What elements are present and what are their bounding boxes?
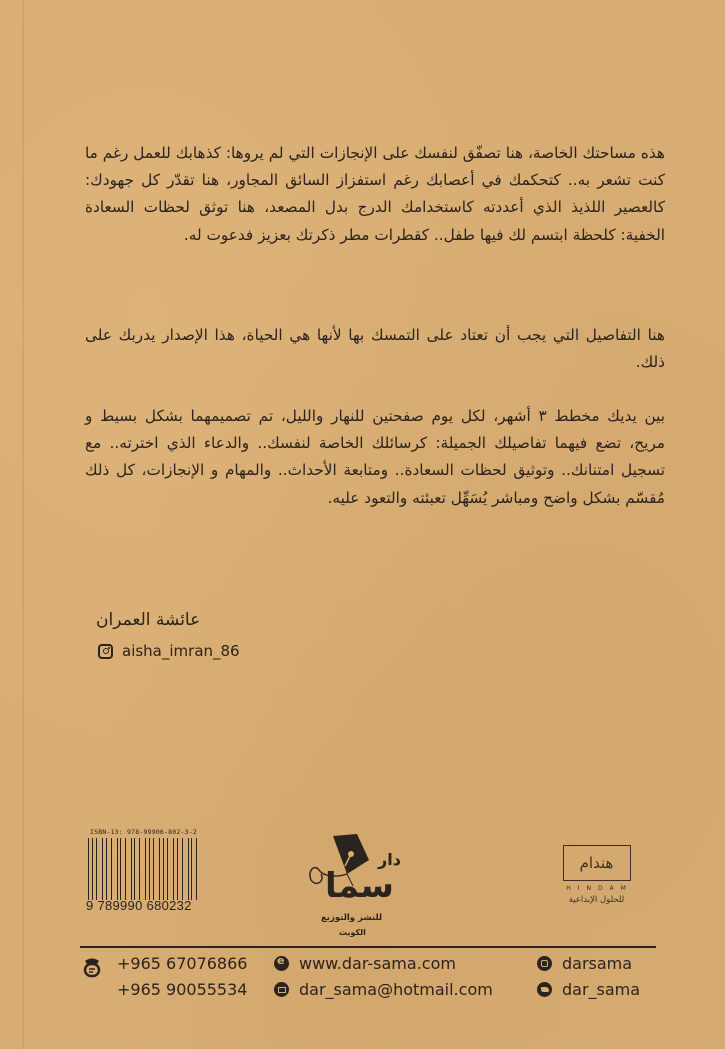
website-text: www.dar-sama.com <box>299 954 456 973</box>
intro-paragraph: هذه مساحتك الخاصة، هنا تصفّق لنفسك على الإنجازات التي لم يروها: كذهابك للعمل رغم ما كنت تشعر به.. كتحكمك في أعصابك رغم استفزاز السائق المجاور، هنا تقدّر كل جهودك: كالعصير اللذيذ الذي أعددته كاستخدامك الدرج بدل المصعد، هنا توثق لحظات السعادة الخفية: كلحظة ابتسم لك فيها طفل.. كقطرات مطر ذكرتك بعزيز فدعوت له. <box>85 144 665 244</box>
instagram-link[interactable] <box>537 954 632 973</box>
twitter-text: dar_sama <box>562 980 641 999</box>
details-paragraph: هنا التفاصيل التي يجب أن تعتاد على التمسك بها لأنها هي الحياة، هذا الإصدار يدربك على ذلك. <box>85 326 665 372</box>
author-instagram-handle: aisha_imran_86 <box>122 642 240 660</box>
publisher-dar: دار <box>378 850 401 869</box>
web-icon <box>274 956 289 971</box>
author-name: عائشة العمران <box>96 610 201 630</box>
publisher-name: سما <box>325 866 394 906</box>
barcode-bars <box>86 838 202 900</box>
contact-info <box>80 952 660 1012</box>
author-instagram <box>98 642 240 660</box>
phone-2-text: +965 90055534 <box>117 980 248 999</box>
partner-logo-hindam <box>559 845 634 905</box>
phone-1-text: +965 67076866 <box>117 954 248 973</box>
isbn-label: ISBN-13: 978-99906-802-3-2 <box>90 828 197 836</box>
cover-edge <box>22 0 24 1049</box>
phone-2[interactable] <box>117 980 247 999</box>
planner-description-paragraph: بين يديك مخطط ٣ أشهر، لكل يوم صفحتين للنهار والليل، تم تصميمهما بشكل بسيط و مريح، تضع فيهما تفاصيلك الجميلة: كرسائلك الخاصة لنفسك.. والدعاء الذي اخترته.. مع تسجيل امتنانك.. وتوثيق لحظات السعادة.. ومتابعة الأحداث.. والمهام و الإنجازات، كل ذلك مُقسّم بشكل واضح ومباشر يُسَهِّل تعبئته والتعود عليه. <box>85 407 665 507</box>
publisher-subtitle: للنشر والتوزيع <box>321 913 383 923</box>
hindam-subtitle: للحلول الإبداعية <box>568 895 625 905</box>
email-text: dar_sama@hotmail.com <box>299 980 493 999</box>
hindam-wordmark: هندام <box>563 845 631 881</box>
footer-divider <box>80 946 656 948</box>
instagram-icon <box>537 956 552 971</box>
hindam-latin: HINDAM <box>566 885 633 892</box>
isbn-number: 9 789990 680232 <box>86 898 192 913</box>
publisher-logo-dar-sama <box>295 830 415 940</box>
publisher-city: الكويت <box>339 928 366 937</box>
email-icon <box>274 982 289 997</box>
phone-icon <box>83 956 101 978</box>
twitter-link[interactable] <box>537 980 640 999</box>
email-link[interactable] <box>274 980 493 999</box>
instagram-icon <box>98 644 113 659</box>
isbn-barcode <box>86 828 202 913</box>
instagram-text: darsama <box>562 954 633 973</box>
twitter-icon <box>537 982 552 997</box>
website-link[interactable] <box>274 954 456 973</box>
phone-1[interactable] <box>117 954 247 973</box>
